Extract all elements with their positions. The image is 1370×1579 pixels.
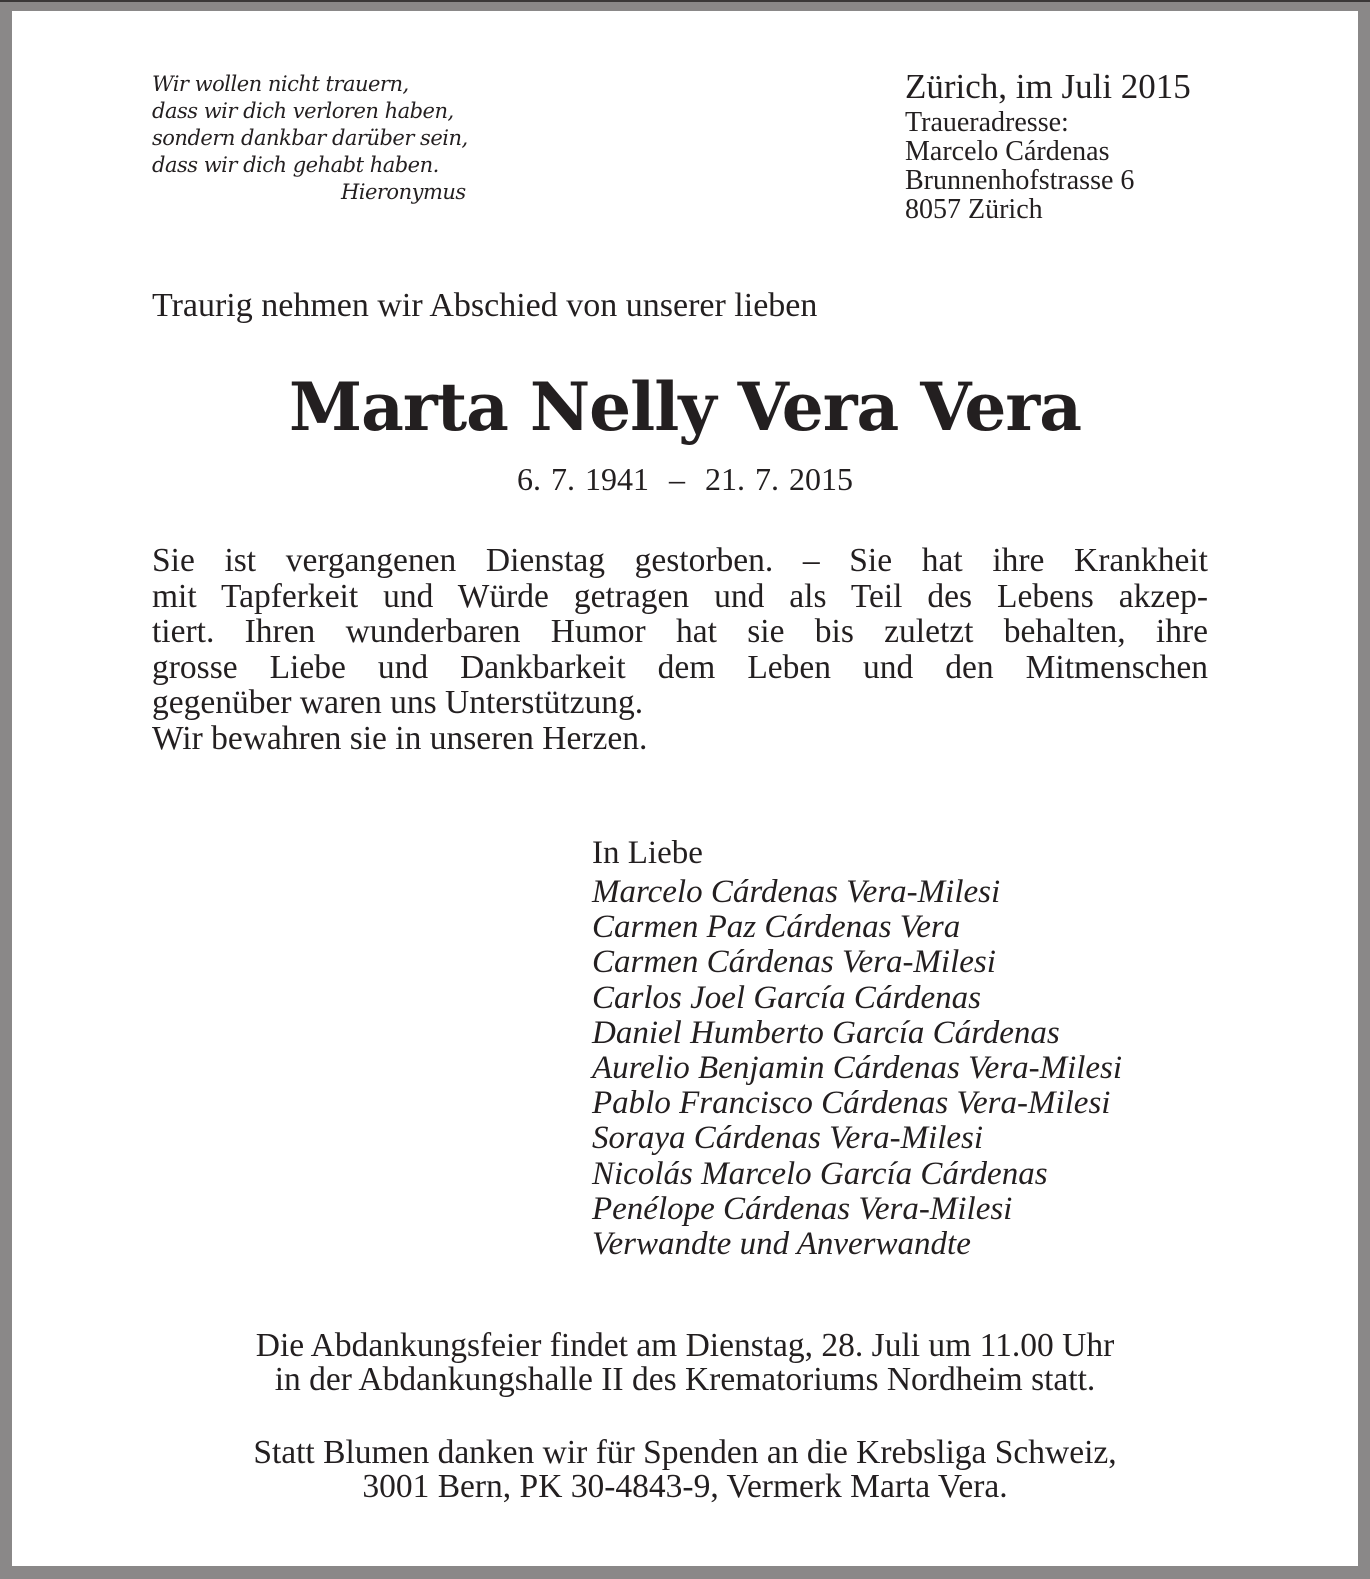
quote-line: sondern dankbar darüber sein, xyxy=(152,126,468,150)
ceremony-line: Die Abdankungsfeier findet am Dienstag, 28. Juli um 11.00 Uhr xyxy=(255,1327,1115,1364)
address-city: 8057 Zürich xyxy=(905,194,1043,225)
address-street: Brunnenhofstrasse 6 xyxy=(905,165,1135,196)
intro-text: Traurig nehmen wir Abschied von unserer lieben xyxy=(152,287,818,324)
obituary-page xyxy=(12,11,1358,1566)
mourner-name: Nicolás Marcelo García Cárdenas xyxy=(592,1155,1048,1192)
donation-line: Statt Blumen danken wir für Spenden an die Krebsliga Schweiz, xyxy=(253,1434,1117,1471)
mourner-name: Verwandte und Anverwandte xyxy=(592,1226,971,1263)
mourner-name: Soraya Cárdenas Vera-Milesi xyxy=(592,1120,984,1157)
mourner-name: Penélope Cárdenas Vera-Milesi xyxy=(592,1190,1013,1227)
mourner-name: Carmen Cárdenas Vera-Milesi xyxy=(592,944,996,981)
obituary-body xyxy=(152,543,1208,756)
ceremony-notice xyxy=(12,1329,1358,1397)
quote-line: dass wir dich verloren haben, xyxy=(152,99,454,123)
donation-notice xyxy=(12,1436,1358,1504)
body-line: tiert. Ihren wunderbaren Humor hat sie bis zuletzt behalten, ihre xyxy=(152,613,1208,650)
mourner-name: Aurelio Benjamin Cárdenas Vera-Milesi xyxy=(592,1050,1123,1087)
body-line: Wir bewahren sie in unseren Herzen. xyxy=(152,719,648,757)
place-date: Zürich, im Juli 2015 xyxy=(905,67,1191,106)
quote-author: Hieronymus xyxy=(340,180,466,204)
mourner-name: Carlos Joel García Cárdenas xyxy=(592,979,981,1016)
address-name: Marcelo Cárdenas xyxy=(905,136,1110,167)
quote-line: dass wir dich gehabt haben. xyxy=(152,153,439,177)
address-label: Traueradresse: xyxy=(905,107,1069,138)
signoff-heading: In Liebe xyxy=(592,835,703,871)
mourner-name: Pablo Francisco Cárdenas Vera-Milesi xyxy=(592,1085,1111,1122)
body-line: Sie ist vergangenen Dienstag gestorben. – Sie hat ihre Krankheit xyxy=(152,542,1208,579)
signoff-block xyxy=(592,833,1122,1262)
mourner-name: Daniel Humberto García Cárdenas xyxy=(592,1014,1060,1051)
body-line: grosse Liebe und Dankbarkeit dem Leben und den Mitmenschen xyxy=(152,648,1208,686)
mourner-name: Carmen Paz Cárdenas Vera xyxy=(592,909,961,946)
life-dates: 6. 7. 1941 – 21. 7. 2015 xyxy=(517,461,853,497)
epigraph-quote xyxy=(152,71,468,206)
quote-line: Wir wollen nicht trauern, xyxy=(152,72,409,96)
header-block xyxy=(905,66,1191,224)
donation-line: 3001 Bern, PK 30-4843-9, Vermerk Marta Vera. xyxy=(362,1468,1008,1505)
body-line: gegenüber waren uns Unterstützung. xyxy=(152,684,644,721)
mourner-name: Marcelo Cárdenas Vera-Milesi xyxy=(592,874,1001,910)
frame-top-edge xyxy=(0,0,1370,2)
deceased-name: Marta Nelly Vera Vera xyxy=(289,368,1081,446)
body-line: mit Tapferkeit und Würde getragen und als Teil des Lebens akzep- xyxy=(152,577,1208,615)
ceremony-line: in der Abdankungshalle II des Krematoriums Nordheim statt. xyxy=(274,1361,1096,1398)
mourning-address xyxy=(905,108,1191,224)
